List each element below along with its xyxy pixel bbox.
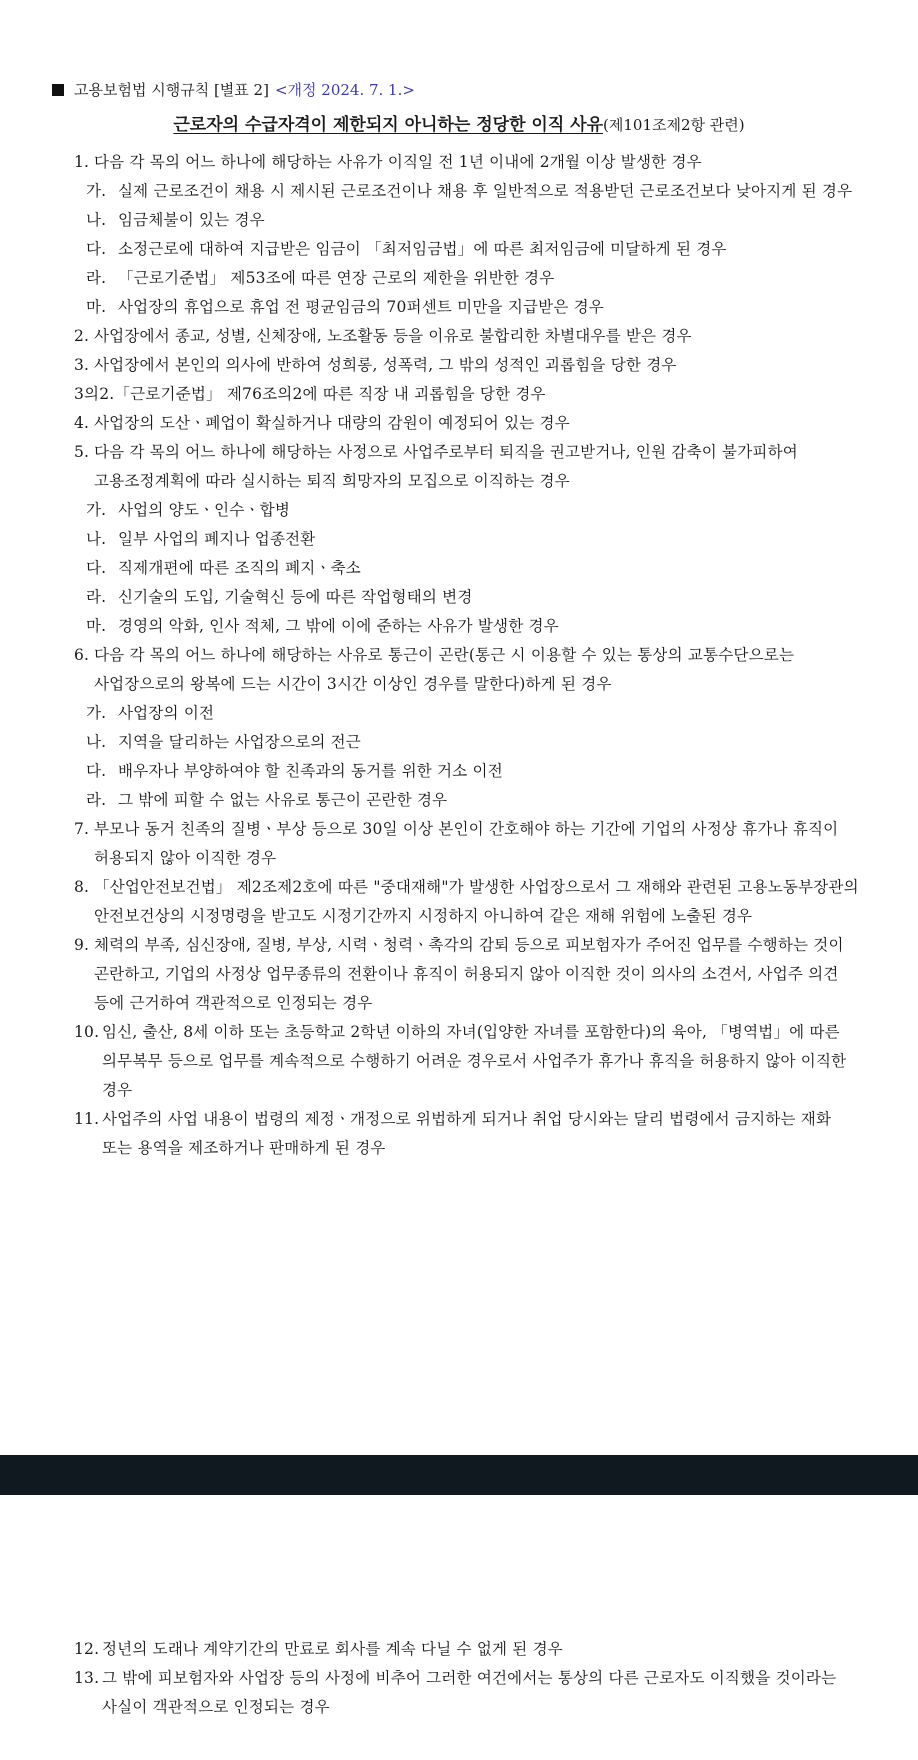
list-item: 다. 직제개편에 따른 조직의 폐지ㆍ축소 — [86, 559, 361, 577]
law-name: 고용보험법 시행규칙 [별표 2] — [74, 81, 269, 99]
list-item: 1. 다음 각 목의 어느 하나에 해당하는 사유가 이직일 전 1년 이내에 2개월 이상 발생한 경우 — [74, 153, 702, 171]
list-item: 마. 사업장의 휴업으로 휴업 전 평균임금의 70퍼센트 미만을 지급받은 경우 — [86, 298, 604, 316]
list-item: 12. 정년의 도래나 계약기간의 만료로 회사를 계속 다닐 수 없게 된 경우 — [74, 1640, 563, 1658]
black-square-icon — [52, 84, 64, 96]
list-item: 6. 다음 각 목의 어느 하나에 해당하는 사유로 통근이 곤란(통근 시 이용할 수 있는 통상의 교통수단으로는 사업장으로의 왕복에 드는 시간이 3시간 이상인 경우를 말한다)하게 된 경우 — [74, 646, 795, 693]
list-item: 나. 임금체불이 있는 경우 — [86, 211, 265, 229]
list-item: 라. 그 밖에 피할 수 없는 사유로 통근이 곤란한 경우 — [86, 791, 448, 809]
list-item: 10. 임신, 출산, 8세 이하 또는 초등학교 2학년 이하의 자녀(입양한 자녀를 포함한다)의 육아, 「병역법」에 따른 의무복무 등으로 업무를 계속적으로 수행하기 어려운 경우로서 사업주가 휴가나 휴직을 허용하지 않아 이직한 경우 — [74, 1023, 847, 1099]
list-item: 나. 일부 사업의 폐지나 업종전환 — [86, 530, 316, 548]
list-item: 11. 사업주의 사업 내용이 법령의 제정ㆍ개정으로 위법하게 되거나 취업 당시와는 달리 법령에서 금지하는 재화 또는 용역을 제조하거나 판매하게 된 경우 — [74, 1110, 832, 1157]
list-item: 3. 사업장에서 본인의 의사에 반하여 성희롱, 성폭력, 그 밖의 성적인 괴롭힘을 당한 경우 — [74, 356, 677, 374]
list-item: 8. 「산업안전보건법」 제2조제2호에 따른 "중대재해"가 발생한 사업장으로서 그 재해와 관련된 고용노동부장관의 안전보건상의 시정명령을 받고도 시정기간까지 시정하지 아니하여 같은 재해 위험에 노출된 경우 — [74, 878, 859, 925]
amendment-date: <개정 2024. 7. 1.> — [274, 81, 415, 99]
document-body — [74, 148, 864, 1163]
list-item: 가. 사업장의 이전 — [86, 704, 215, 722]
title-main: 근로자의 수급자격이 제한되지 아니하는 정당한 이직 사유 — [173, 115, 604, 135]
list-item: 다. 소정근로에 대하여 지급받은 임금이 「최저임금법」에 따른 최저임금에 미달하게 된 경우 — [86, 240, 727, 258]
list-item: 마. 경영의 악화, 인사 적체, 그 밖에 이에 준하는 사유가 발생한 경우 — [86, 617, 559, 635]
list-item: 라. 신기술의 도입, 기술혁신 등에 따른 작업형태의 변경 — [86, 588, 473, 606]
list-item: 4. 사업장의 도산ㆍ폐업이 확실하거나 대량의 감원이 예정되어 있는 경우 — [74, 414, 570, 432]
list-item: 다. 배우자나 부양하여야 할 친족과의 동거를 위한 거소 이전 — [86, 762, 503, 780]
document-body-continued — [74, 1635, 864, 1722]
list-item: 라. 「근로기준법」 제53조에 따른 연장 근로의 제한을 위반한 경우 — [86, 269, 555, 287]
document-title — [0, 110, 918, 135]
document-page-bottom — [0, 1495, 918, 1760]
list-item: 3의2. 「근로기준법」 제76조의2에 따른 직장 내 괴롭힘을 당한 경우 — [74, 385, 546, 403]
list-item: 9. 체력의 부족, 심신장애, 질병, 부상, 시력ㆍ청력ㆍ촉각의 감퇴 등으로 피보험자가 주어진 업무를 수행하는 것이 곤란하고, 기업의 사정상 업무종류의 전환이나 휴직이 허용되지 않아 이직한 것이 의사의 소견서, 사업주 의견 등에 근거하여 객관적으로 인정되는 경우 — [74, 936, 844, 1012]
title-reference: (제101조제2항 관련) — [603, 116, 745, 134]
page-divider — [0, 1455, 918, 1495]
list-item: 7. 부모나 동거 친족의 질병ㆍ부상 등으로 30일 이상 본인이 간호해야 하는 기간에 기업의 사정상 휴가나 휴직이 허용되지 않아 이직한 경우 — [74, 820, 839, 867]
list-item: 5. 다음 각 목의 어느 하나에 해당하는 사정으로 사업주로부터 퇴직을 권고받거나, 인원 감축이 불가피하여 고용조정계획에 따라 실시하는 퇴직 희망자의 모집으로 이직하는 경우 — [74, 443, 798, 490]
list-item: 13. 그 밖에 피보험자와 사업장 등의 사정에 비추어 그러한 여건에서는 통상의 다른 근로자도 이직했을 것이라는 사실이 객관적으로 인정되는 경우 — [74, 1669, 837, 1716]
list-item: 2. 사업장에서 종교, 성별, 신체장애, 노조활동 등을 이유로 불합리한 차별대우를 받은 경우 — [74, 327, 692, 345]
list-item: 가. 사업의 양도ㆍ인수ㆍ합병 — [86, 501, 291, 519]
document-header — [52, 80, 415, 100]
list-item: 가. 실제 근로조건이 채용 시 제시된 근로조건이나 채용 후 일반적으로 적용받던 근로조건보다 낮아지게 된 경우 — [86, 182, 853, 200]
list-item: 나. 지역을 달리하는 사업장으로의 전근 — [86, 733, 361, 751]
